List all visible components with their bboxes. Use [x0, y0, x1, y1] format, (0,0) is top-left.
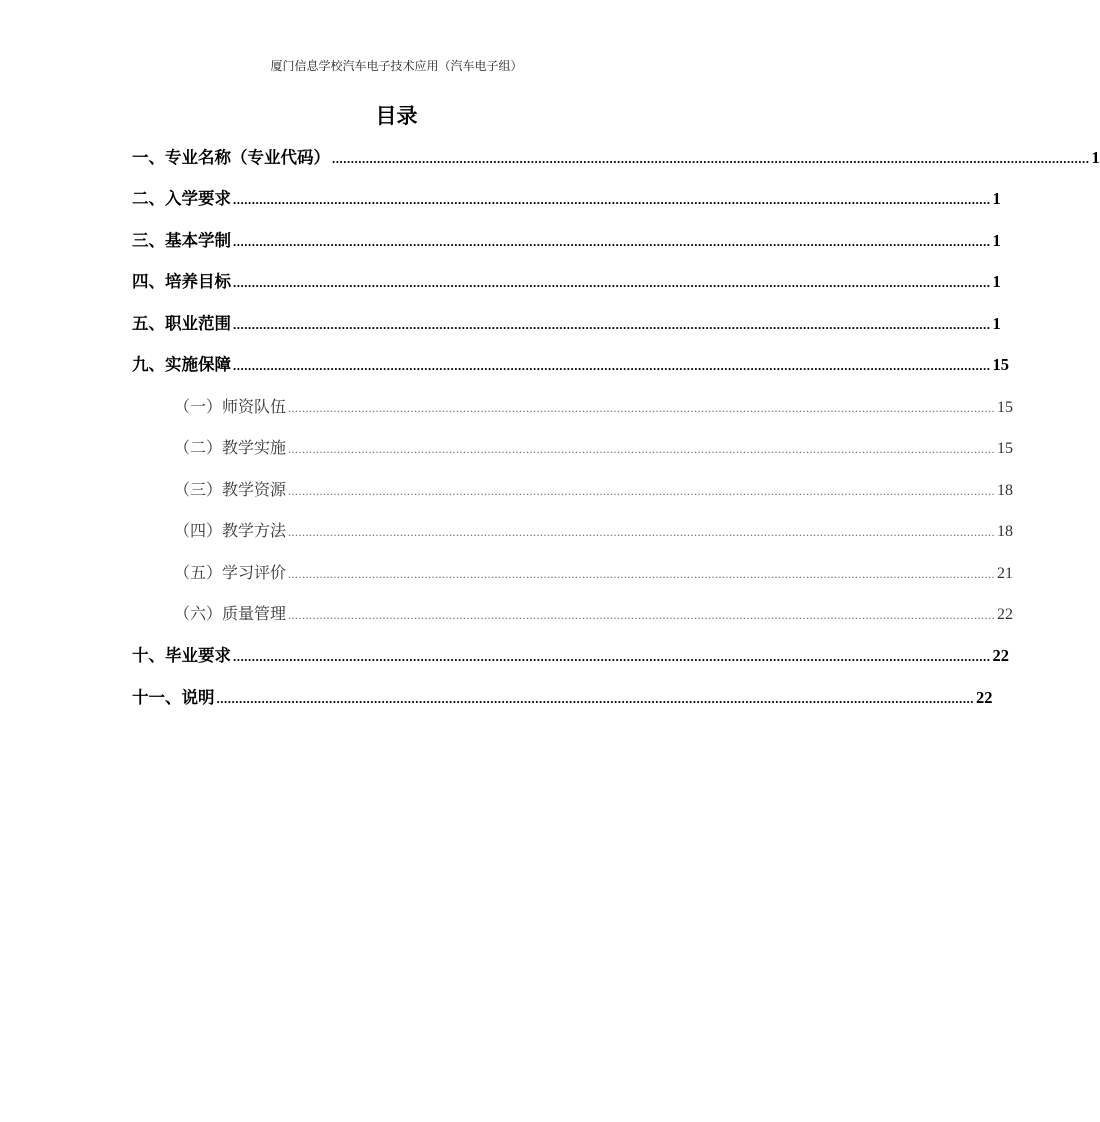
toc-entry-graduation-requirements[interactable] [132, 644, 1009, 668]
toc-page-number: 22 [992, 646, 1009, 665]
toc-entry-text: 一、专业名称（专业代码） [132, 148, 330, 167]
toc-leader-dots: .......................................................................................................................................................................................................... [288, 442, 996, 456]
toc-entry-teaching-resources[interactable] [174, 478, 1014, 502]
toc-entry-text: 五、职业范围 [132, 314, 231, 333]
toc-entry-text: 三、基本学制 [132, 231, 231, 250]
toc-page-number: 1 [992, 189, 1001, 208]
toc-leader-dots: .......................................................................................................................................................................................................... [288, 484, 996, 498]
toc-page-number: 1 [992, 314, 1001, 333]
toc-entry-text: （六）质量管理 [174, 604, 287, 623]
toc-entry-quality-management[interactable] [174, 602, 1014, 626]
toc-entry-text: （五）学习评价 [174, 563, 287, 582]
toc-leader-dots: .......................................................................................................................................................................................................... [288, 567, 996, 581]
toc-entry-career-scope[interactable] [132, 312, 1001, 336]
toc-entry-program-name[interactable] [132, 146, 1100, 170]
toc-title: 目录 [375, 104, 418, 128]
toc-entry-faculty[interactable] [174, 395, 1014, 419]
toc-entry-text: 十、毕业要求 [132, 646, 231, 665]
toc-page-number: 21 [997, 565, 1014, 582]
toc-page-number: 18 [997, 523, 1014, 540]
toc-leader-dots: .......................................................................................................................................................................................................... [216, 691, 974, 706]
toc-page-number: 15 [997, 399, 1014, 416]
toc-leader-dots: .......................................................................................................................................................................................................... [233, 649, 991, 664]
toc-page-number: 1 [992, 231, 1001, 250]
toc-entry-admission[interactable] [132, 187, 1001, 211]
toc-entry-learning-evaluation[interactable] [174, 561, 1014, 585]
toc-page-number: 15 [997, 440, 1014, 457]
toc-entry-text: 十一、说明 [132, 688, 215, 707]
toc-entry-implementation[interactable] [132, 353, 1009, 377]
toc-leader-dots: .......................................................................................................................................................................................................... [233, 192, 991, 207]
toc-leader-dots: .......................................................................................................................................................................................................... [233, 317, 991, 332]
toc-entry-teaching-implementation[interactable] [174, 436, 1014, 460]
toc-leader-dots: .......................................................................................................................................................................................................... [233, 275, 991, 290]
toc-entry-text: 二、入学要求 [132, 189, 231, 208]
toc-entry-text: （三）教学资源 [174, 480, 287, 499]
toc-entry-text: 四、培养目标 [132, 272, 231, 291]
toc-leader-dots: .......................................................................................................................................................................................................... [288, 401, 996, 415]
toc-page-number: 18 [997, 482, 1014, 499]
toc-leader-dots: .......................................................................................................................................................................................................... [288, 608, 996, 622]
toc-entry-text: 九、实施保障 [132, 355, 231, 374]
toc-leader-dots: .......................................................................................................................................................................................................... [233, 234, 991, 249]
toc-entry-duration[interactable] [132, 229, 1001, 253]
toc-page-number: 1 [1091, 148, 1100, 167]
toc-entry-text: （二）教学实施 [174, 438, 287, 457]
toc-leader-dots: .......................................................................................................................................................................................................... [288, 525, 996, 539]
toc-page-number: 15 [992, 355, 1009, 374]
toc-entry-text: （一）师资队伍 [174, 397, 287, 416]
toc-entry-notes[interactable] [132, 686, 993, 710]
toc-entry-objectives[interactable] [132, 270, 1001, 294]
toc-leader-dots: .......................................................................................................................................................................................................... [332, 151, 1090, 166]
toc-page-number: 22 [976, 688, 993, 707]
toc-page-number: 22 [997, 606, 1014, 623]
toc-entry-teaching-methods[interactable] [174, 519, 1014, 543]
toc-leader-dots: .......................................................................................................................................................................................................... [233, 358, 991, 373]
running-header: 厦门信息学校汽车电子技术应用（汽车电子组） [270, 59, 523, 73]
toc-page-number: 1 [992, 272, 1001, 291]
toc-entry-text: （四）教学方法 [174, 521, 287, 540]
